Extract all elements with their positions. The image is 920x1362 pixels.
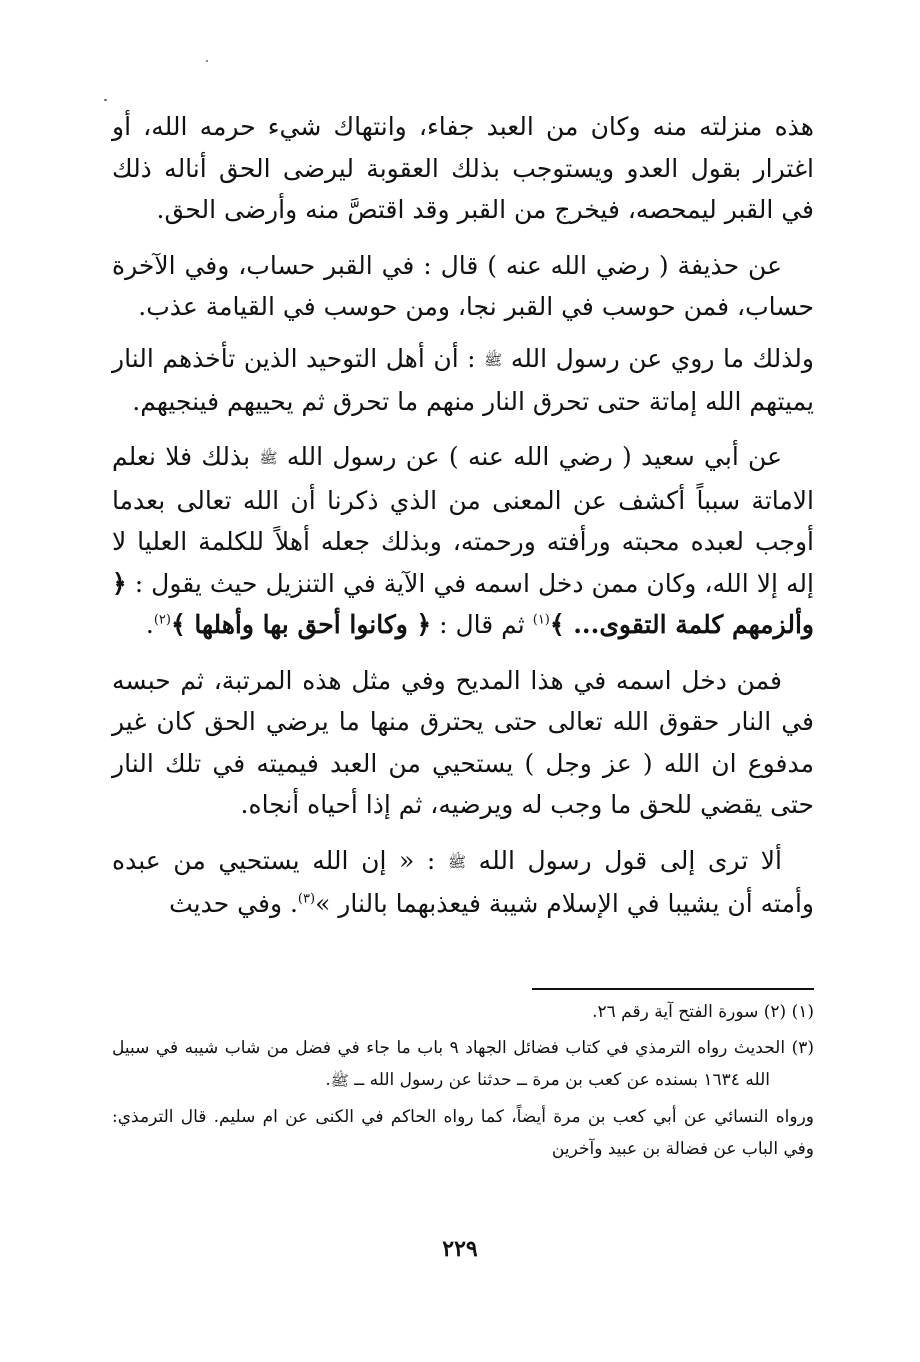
footnote-1: (١) (٢) سورة الفتح آية رقم ٢٦. [592, 1002, 814, 1022]
paragraph-hudhayfa: عن حذيفة ( رضي الله عنه ) قال : في القبر حساب، وفي الآخرة حساب، فمن حوسب في القبر نجا، ومن حوسب في القيامة عذب. [112, 250, 814, 321]
footnote-3: (٣) الحديث رواه الترمذي في كتاب فضائل الجهاد ٩ باب ما جاء في فضل من شاب شيبه في سبيل الله ١٦٣٤ بسنده عن كعب بن مرة ــ حدثنا عن رسول الله ــ ﷺ. [112, 1038, 814, 1090]
footnotes [112, 996, 814, 1169]
page-number: ٢٢٩ [442, 1236, 478, 1262]
body-text [112, 106, 814, 924]
salla-honorific: ﷺ [330, 1071, 349, 1090]
paragraph-madih: فمن دخل اسمه في هذا المديح وفي مثل هذه المرتبة، ثم حبسه في النار حقوق الله تعالى حتى يحترق منها ما يرضي الحق كان غير مدفوع ان الله ( عز وجل ) يستحيي من العبد فيميته في تلك النار حتى يقضي للحق ما وجب له ويرضيه، ثم إذا أحياه أنجاه. [112, 665, 814, 819]
paragraph-hadith: ألا ترى إلى قول رسول الله ﷺ : « إن الله يستحيي من عبده وأمته أن يشيبا في الإسلام شيبة فيعذبهما بالنار »$^{(٣)}$. وفي حديث [112, 845, 814, 918]
paragraph-abu-said: عن أبي سعيد ( رضي الله عنه ) عن رسول الله ﷺ بذلك فلا نعلم الاماتة سبباً أكشف عن المعنى من الذي ذكرنا أن الله تعالى بعدما أوجب لعبده محبته ورأفته ورحمته، وبذلك جعله أهلاً للكلمة العليا لا إله إلا الله، وكان ممن دخل اسمه في الآية في التنزيل حيث يقول : ﴿ وألزمهم كلمة التقوى... ﴾$^{(١)}$ ثم قال : ﴿ وكانوا أحق بها وأهلها ﴾$^{(٢)}$. [112, 442, 814, 639]
paragraph-tawhid: ولذلك ما روي عن رسول الله ﷺ : أن أهل التوحيد الذين تأخذهم النار يميتهم الله إماتة حتى تحرق النار منهم ما تحرق ثم يحييهم فينجيهم. [112, 343, 815, 416]
scan-speck [206, 60, 208, 62]
footnote-3-continued: ورواه النسائي عن أبي كعب بن مرة أيضاً، كما رواه الحاكم في الكنى عن ام سليم. قال الترمذي: وفي الباب عن فضالة بن عبيد وآخرين [112, 1106, 814, 1159]
quran-quote-2: ﴿ وكانوا أحق بها وأهلها ﴾ [170, 610, 432, 639]
footnote-separator [532, 988, 814, 990]
main-text-block [112, 106, 814, 938]
paragraph-1: هذه منزلته منه وكان من العبد جفاء، وانتهاك شيء حرمه الله، أو اغترار بقول العدو ويستوجب بذلك العقوبة ليرضى الحق أناله ذلك في القبر ليمحصه، فيخرج من القبر وقد اقتصَّ منه وأرضى الحق. [112, 112, 814, 224]
footnote-ref-3: (٣) [297, 891, 316, 907]
scan-speck [104, 99, 107, 101]
salla-honorific: ﷺ [259, 449, 278, 467]
salla-honorific: ﷺ [484, 350, 503, 369]
salla-honorific: ﷺ [447, 852, 467, 871]
quran-quote-1: ﴿ وألزمهم كلمة التقوى... ﴾ [112, 568, 814, 639]
footnote-ref-1: (١) [532, 612, 550, 628]
footnote-ref-2: (٢) [153, 612, 171, 628]
